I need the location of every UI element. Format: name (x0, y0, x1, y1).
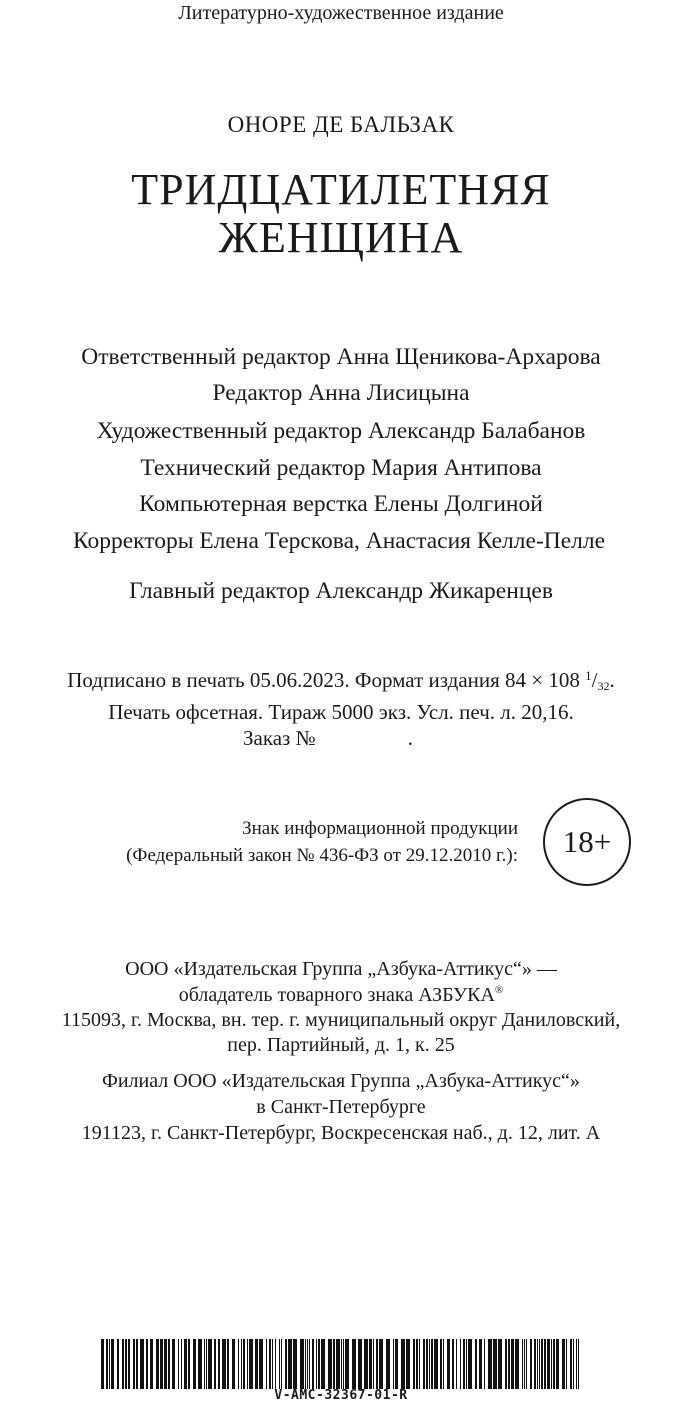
barcode-bar (429, 1339, 430, 1389)
barcode-bar (160, 1339, 163, 1389)
barcode-bar (556, 1339, 559, 1389)
barcode-bar (537, 1339, 538, 1389)
barcode-bar (578, 1339, 579, 1389)
barcode-bar (553, 1339, 555, 1389)
barcode-bar (307, 1339, 308, 1389)
barcode-bar (505, 1339, 507, 1389)
branch-name: Филиал ООО «Издательская Группа „Азбука-Аттикус“» (102, 1070, 580, 1092)
branch-city: в Санкт-Петербурге (256, 1096, 426, 1118)
barcode-bar (452, 1339, 454, 1389)
barcode-bar (468, 1339, 472, 1389)
barcode-bar (188, 1339, 190, 1389)
barcode-bar (419, 1339, 420, 1389)
info-sign-label: Знак информационной продукции (242, 818, 518, 839)
barcode-bar (484, 1339, 485, 1389)
barcode-bar (345, 1339, 349, 1389)
barcode-bar (305, 1339, 306, 1389)
barcode-bar (373, 1339, 374, 1389)
publisher-name: ООО «Издательская Группа „Азбука-Аттикус“» — (125, 958, 557, 980)
staff-art-editor: Художественный редактор Александр Балабанов (96, 418, 586, 444)
barcode-bar (544, 1339, 546, 1389)
barcode-bar (206, 1339, 207, 1389)
barcode-bar (328, 1339, 332, 1389)
barcode-bar (511, 1339, 514, 1389)
barcode-bar (369, 1339, 372, 1389)
barcode-bar (243, 1339, 245, 1389)
barcode-bar (128, 1339, 130, 1389)
barcode-bar (423, 1339, 425, 1389)
barcode (99, 1339, 584, 1389)
barcode-bar (249, 1339, 253, 1389)
barcode-bar (279, 1339, 280, 1389)
barcode-bar (463, 1339, 465, 1389)
format-fraction-numerator: 1 (585, 668, 592, 683)
barcode-bar (214, 1339, 216, 1389)
staff-editor: Редактор Анна Лисицына (212, 380, 470, 406)
barcode-bar (524, 1339, 525, 1389)
author-name: ОНОРЕ ДЕ БАЛЬЗАК (227, 112, 455, 137)
barcode-bar (576, 1339, 577, 1389)
barcode-bar (447, 1339, 450, 1389)
barcode-bar (401, 1339, 405, 1389)
barcode-bar (358, 1339, 362, 1389)
barcode-bar (109, 1339, 110, 1389)
barcode-bar (406, 1339, 410, 1389)
barcode-bar (364, 1339, 368, 1389)
barcode-bar (111, 1339, 114, 1389)
staff-layout: Компьютерная верстка Елены Долгиной (139, 491, 543, 517)
barcode-bar (456, 1339, 457, 1389)
barcode-caption: V-AMC-32367-01-R (274, 1388, 408, 1403)
staff-technical-editor: Технический редактор Мария Антипова (140, 455, 542, 481)
barcode-bar (488, 1339, 492, 1389)
print-order (243, 726, 413, 751)
barcode-bar (475, 1339, 477, 1389)
barcode-bar (376, 1339, 378, 1389)
barcode-bar (117, 1339, 119, 1389)
barcode-bar (515, 1339, 519, 1389)
barcode-bar (386, 1339, 390, 1389)
barcode-bar (547, 1339, 550, 1389)
barcode-bar (440, 1339, 442, 1389)
barcode-bar (413, 1339, 415, 1389)
barcode-bar (125, 1339, 127, 1389)
barcode-bar (218, 1339, 220, 1389)
barcode-bar (333, 1339, 335, 1389)
barcode-bar (247, 1339, 248, 1389)
edition-type: Литературно-художественное издание (178, 2, 504, 24)
barcode-bar (393, 1339, 394, 1389)
barcode-bar (222, 1339, 226, 1389)
barcode-bar (530, 1339, 532, 1389)
staff-editor-in-chief: Главный редактор Александр Жикаренцев (129, 578, 553, 604)
barcode-bar (343, 1339, 344, 1389)
barcode-bars (99, 1339, 584, 1389)
fraction-slash: / (591, 668, 598, 692)
barcode-bar (522, 1339, 523, 1389)
barcode-bar (184, 1339, 187, 1389)
barcode-bar (460, 1339, 461, 1389)
book-title-line-1: ТРИДЦАТИЛЕТНЯЯ (131, 165, 551, 214)
barcode-bar (150, 1339, 153, 1389)
barcode-bar (288, 1339, 292, 1389)
barcode-bar (227, 1339, 229, 1389)
publisher-address-line-2: пер. Партийный, д. 1, к. 25 (227, 1034, 455, 1056)
barcode-bar (341, 1339, 342, 1389)
barcode-bar (493, 1339, 497, 1389)
barcode-bar (181, 1339, 182, 1389)
barcode-bar (539, 1339, 540, 1389)
barcode-bar (168, 1339, 170, 1389)
branch-address: 191123, г. Санкт-Петербург, Воскресенская наб., д. 12, лит. А (81, 1122, 601, 1144)
barcode-bar (443, 1339, 444, 1389)
barcode-bar (431, 1339, 433, 1389)
staff-proofreaders: Корректоры Елена Терскова, Анастасия Келле-Пелле (72, 528, 606, 554)
format-fraction-denominator: 32 (597, 679, 610, 693)
barcode-bar (508, 1339, 510, 1389)
barcode-bar (122, 1339, 124, 1389)
barcode-bar (416, 1339, 418, 1389)
print-info-line-2: Печать офсетная. Тираж 5000 экз. Усл. печ. л. 20,16. (108, 700, 574, 724)
barcode-bar (498, 1339, 502, 1389)
barcode-bar (316, 1339, 317, 1389)
barcode-bar (395, 1339, 398, 1389)
barcode-bar (232, 1339, 235, 1389)
publisher-trademark (0, 984, 682, 1007)
barcode-bar (466, 1339, 467, 1389)
barcode-bar (275, 1339, 276, 1389)
barcode-bar (146, 1339, 148, 1389)
barcode-bar (204, 1339, 205, 1389)
barcode-bar (269, 1339, 271, 1389)
barcode-bar (534, 1339, 536, 1389)
barcode-bar (172, 1339, 175, 1389)
barcode-bar (573, 1339, 574, 1389)
barcode-bar (312, 1339, 314, 1389)
info-sign-law: (Федеральный закон № 436-ФЗ от 29.12.2010 г.): (126, 845, 518, 866)
barcode-bar (336, 1339, 340, 1389)
barcode-bar (164, 1339, 167, 1389)
barcode-bar (272, 1339, 273, 1389)
order-label: Заказ № (243, 726, 316, 750)
staff-managing-editor: Ответственный редактор Анна Щеникова-Архарова (81, 344, 601, 370)
book-title-line-2: ЖЕНЩИНА (218, 213, 464, 262)
barcode-bar (133, 1339, 135, 1389)
print-date-format: Подписано в печать 05.06.2023. Формат издания 84 × 108 (67, 668, 580, 692)
barcode-bar (426, 1339, 428, 1389)
barcode-bar (479, 1339, 482, 1389)
barcode-bar (551, 1339, 552, 1389)
barcode-bar (566, 1339, 567, 1389)
print-info-line-1 (0, 668, 682, 694)
barcode-bar (541, 1339, 543, 1389)
barcode-bar (562, 1339, 565, 1389)
barcode-bar (570, 1339, 572, 1389)
print-line-1-end: . (609, 668, 615, 692)
publisher-address-line-1: 115093, г. Москва, вн. тер. г. муниципальный округ Даниловский, (61, 1009, 621, 1031)
barcode-bar (140, 1339, 144, 1389)
publisher-trademark-text: обладатель товарного знака АЗБУКА (178, 984, 495, 1006)
barcode-bar (379, 1339, 383, 1389)
barcode-bar (178, 1339, 179, 1389)
barcode-bar (208, 1339, 212, 1389)
barcode-bar (259, 1339, 263, 1389)
barcode-bar (300, 1339, 304, 1389)
barcode-bar (255, 1339, 258, 1389)
barcode-bar (526, 1339, 527, 1389)
barcode-bar (321, 1339, 325, 1389)
barcode-bar (352, 1339, 356, 1389)
barcode-bar (198, 1339, 202, 1389)
barcode-bar (281, 1339, 282, 1389)
barcode-bar (156, 1339, 159, 1389)
barcode-bar (101, 1339, 104, 1389)
barcode-bar (309, 1339, 310, 1389)
barcode-bar (434, 1339, 438, 1389)
order-end: . (407, 726, 413, 750)
barcode-bar (136, 1339, 138, 1389)
barcode-bar (193, 1339, 196, 1389)
barcode-bar (238, 1339, 239, 1389)
barcode-bar (266, 1339, 267, 1389)
age-rating-text: 18+ (562, 824, 612, 859)
age-rating-badge (543, 798, 631, 886)
barcode-bar (106, 1339, 108, 1389)
barcode-bar (241, 1339, 242, 1389)
barcode-bar (285, 1339, 287, 1389)
barcode-bar (318, 1339, 320, 1389)
registered-mark: ® (494, 984, 504, 996)
barcode-bar (293, 1339, 297, 1389)
